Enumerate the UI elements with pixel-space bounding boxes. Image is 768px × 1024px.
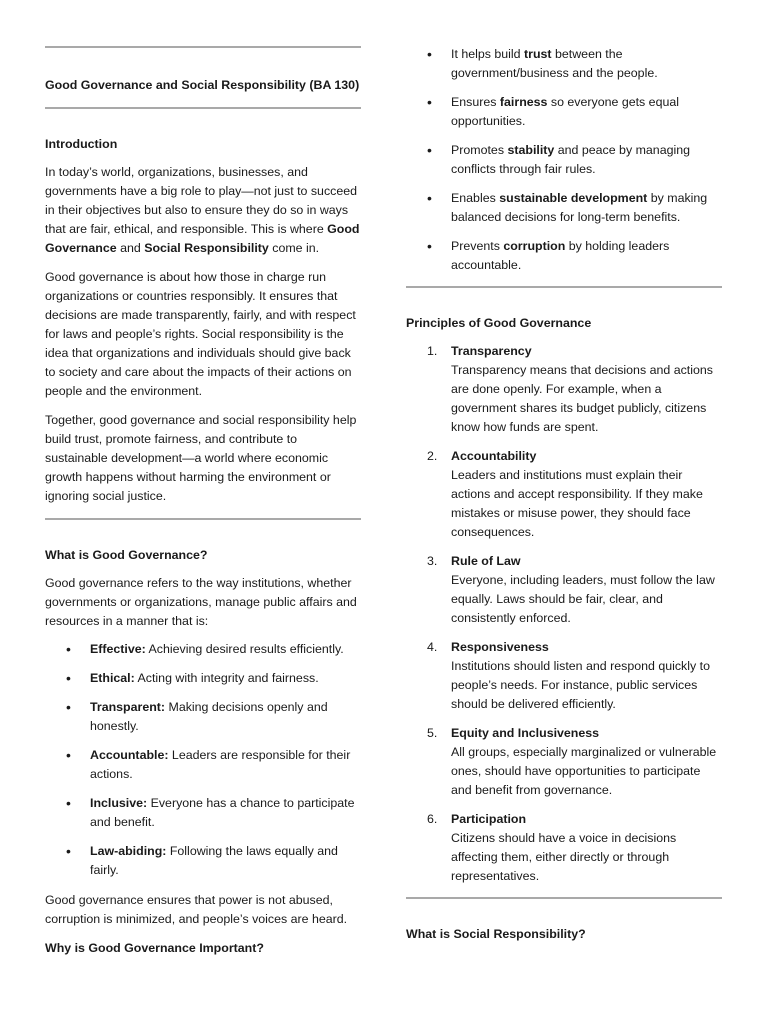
right-column	[406, 0, 722, 944]
divider	[45, 107, 361, 109]
why-important-list	[406, 45, 722, 275]
intro-paragraph-2: Good governance is about how those in charge run organizations or countries responsibly. It ensures that decisions are made transparently, fairly, and with respect for laws and people’s rights. Social responsibility is the idea that organizations and individuals should give back to society and care about the impacts of their actions on people and the environment.	[45, 270, 356, 398]
divider	[406, 897, 722, 899]
what-is-gg-closing: Good governance ensures that power is not abused, corruption is minimized, and people’s voices are heard.	[45, 893, 348, 926]
intro-paragraph-1: In today’s world, organizations, businesses, and governments have a big role to play—not just to succeed in their objectives but also to ensure they do so in ways that are fair, ethical, and responsible. This is where Good Governance and Social Responsibility come in.	[45, 165, 360, 255]
principles-heading: Principles of Good Governance	[406, 316, 592, 330]
what-is-gg-lead: Good governance refers to the way institutions, whether governments or organizations, manage public affairs and resources in a manner that is:	[45, 576, 357, 628]
list-item: • It helps build trust between the government/business and the people.	[406, 45, 722, 83]
list-item: • Enables sustainable development by making balanced decisions for long-term benefits.	[406, 189, 722, 227]
what-is-gg-heading: What is Good Governance?	[45, 548, 208, 562]
list-item: • Ensures fairness so everyone gets equal opportunities.	[406, 93, 722, 131]
principle-title: Transparency	[451, 344, 532, 358]
principle-title: Equity and Inclusiveness	[451, 726, 600, 740]
list-item: 1. Transparency Transparency means that decisions and actions are done openly. For example, when a government shares its budget publicly, citizens know how funds are spent.	[427, 344, 713, 434]
principle-title: Responsiveness	[451, 640, 549, 654]
list-item: • Law-abiding: Following the laws equally and fairly.	[45, 842, 361, 880]
why-important-heading: Why is Good Governance Important?	[45, 941, 264, 955]
list-item: • Inclusive: Everyone has a chance to participate and benefit.	[45, 794, 361, 832]
document-title: Good Governance and Social Responsibility (BA 130)	[45, 78, 360, 92]
intro-heading: Introduction	[45, 137, 118, 151]
list-item: 6. Participation Citizens should have a voice in decisions affecting them, either directly or through representatives.	[427, 812, 677, 883]
list-item: 5. Equity and Inclusiveness All groups, especially marginalized or vulnerable ones, should have opportunities to participate and benefit from governance.	[427, 726, 717, 797]
left-column	[45, 0, 361, 958]
list-item: 2. Accountability Leaders and institutions must explain their actions and accept responsibility. If they make mistakes or misuse power, they should face consequences.	[427, 449, 703, 539]
list-item: • Promotes stability and peace by managing conflicts through fair rules.	[406, 141, 722, 179]
list-item: 3. Rule of Law Everyone, including leaders, must follow the law equally. Laws should be fair, clear, and consistently enforced.	[427, 554, 715, 625]
list-item: • Accountable: Leaders are responsible for their actions.	[45, 746, 361, 784]
gg-qualities-list	[45, 640, 361, 880]
principle-title: Accountability	[451, 449, 537, 463]
list-item: • Ethical: Acting with integrity and fairness.	[45, 669, 361, 688]
list-item: • Prevents corruption by holding leaders accountable.	[406, 237, 722, 275]
intro-paragraph-3: Together, good governance and social responsibility help build trust, promote fairness, and contribute to sustainable development—a world where economic growth happens without harming the environment or ignoring social justice.	[45, 413, 357, 503]
list-item: • Effective: Achieving desired results efficiently.	[45, 640, 361, 659]
divider	[45, 46, 361, 48]
list-item: 4. Responsiveness Institutions should listen and respond quickly to people’s needs. For instance, public services should be delivered efficiently.	[427, 640, 710, 711]
list-item: • Transparent: Making decisions openly and honestly.	[45, 698, 361, 736]
divider	[406, 286, 722, 288]
social-responsibility-heading: What is Social Responsibility?	[406, 927, 586, 941]
principles-list	[406, 342, 722, 886]
divider	[45, 518, 361, 520]
principle-title: Participation	[451, 812, 527, 826]
principle-title: Rule of Law	[451, 554, 521, 568]
